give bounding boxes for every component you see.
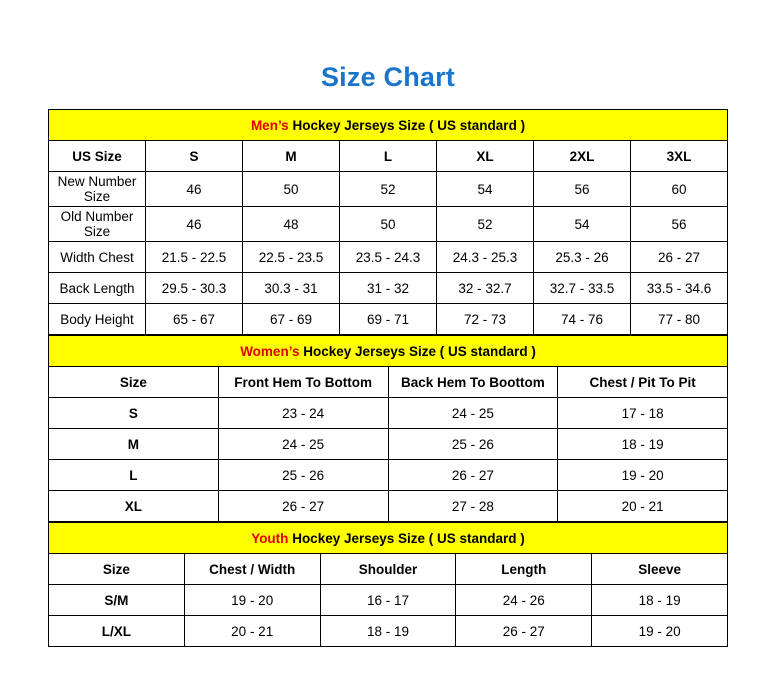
- section-header-womens-accent: Women’s: [240, 343, 300, 359]
- table-row: [49, 460, 728, 491]
- table-row: [49, 207, 728, 242]
- table-cell: 24 - 25: [218, 429, 388, 460]
- column-header: Sleeve: [592, 554, 728, 585]
- table-cell: 54: [534, 207, 631, 242]
- table-cell: 21.5 - 22.5: [146, 242, 243, 273]
- section-header-mens-rest: Hockey Jerseys Size ( US standard ): [288, 117, 526, 133]
- table-cell: 24 - 26: [456, 585, 592, 616]
- row-label: Old Number Size: [49, 207, 146, 242]
- table-cell: 74 - 76: [534, 304, 631, 335]
- column-header: L: [340, 141, 437, 172]
- table-cell: 23.5 - 24.3: [340, 242, 437, 273]
- table-cell: 26 - 27: [218, 491, 388, 522]
- table-cell: 25 - 26: [218, 460, 388, 491]
- table-cell: 56: [631, 207, 728, 242]
- table-cell: 54: [437, 172, 534, 207]
- row-label: L: [49, 460, 219, 491]
- column-header: Chest / Width: [184, 554, 320, 585]
- table-cell: 27 - 28: [388, 491, 558, 522]
- row-label: S/M: [49, 585, 185, 616]
- column-header: US Size: [49, 141, 146, 172]
- section-header-mens-cell: [49, 110, 728, 141]
- column-header: Size: [49, 367, 219, 398]
- section-header-youth: [49, 523, 728, 554]
- table-cell: 31 - 32: [340, 273, 437, 304]
- table-cell: 16 - 17: [320, 585, 456, 616]
- column-header: Length: [456, 554, 592, 585]
- page-title: Size Chart: [320, 62, 456, 92]
- table-cell: 18 - 19: [320, 616, 456, 647]
- section-header-mens-accent: Men’s: [250, 117, 289, 133]
- table-cell: 32 - 32.7: [437, 273, 534, 304]
- table-cell: 72 - 73: [437, 304, 534, 335]
- table-cell: 77 - 80: [631, 304, 728, 335]
- table-row: [49, 429, 728, 460]
- table-cell: 46: [146, 172, 243, 207]
- table-cell: 24.3 - 25.3: [437, 242, 534, 273]
- column-header: Shoulder: [320, 554, 456, 585]
- table-cell: 26 - 27: [456, 616, 592, 647]
- table-cell: 18 - 19: [592, 585, 728, 616]
- table-row: [49, 273, 728, 304]
- table-cell: 25 - 26: [388, 429, 558, 460]
- table-cell: 52: [437, 207, 534, 242]
- row-label: S: [49, 398, 219, 429]
- row-label: New Number Size: [49, 172, 146, 207]
- column-header: 2XL: [534, 141, 631, 172]
- table-cell: 46: [146, 207, 243, 242]
- table-row: [49, 585, 728, 616]
- table-cell: 67 - 69: [243, 304, 340, 335]
- table-cell: 56: [534, 172, 631, 207]
- youth-size-table: [48, 522, 728, 647]
- row-label: Body Height: [49, 304, 146, 335]
- table-row: [49, 616, 728, 647]
- table-header-row: [49, 141, 728, 172]
- column-header: Front Hem To Bottom: [218, 367, 388, 398]
- table-cell: 26 - 27: [631, 242, 728, 273]
- column-header: XL: [437, 141, 534, 172]
- row-label: Width Chest: [49, 242, 146, 273]
- column-header: Back Hem To Boottom: [388, 367, 558, 398]
- table-cell: 33.5 - 34.6: [631, 273, 728, 304]
- table-cell: 19 - 20: [592, 616, 728, 647]
- table-row: [49, 304, 728, 335]
- row-label: Back Length: [49, 273, 146, 304]
- section-header-womens: [49, 336, 728, 367]
- section-header-youth-cell: [49, 523, 728, 554]
- section-header-youth-accent: Youth: [251, 530, 289, 546]
- table-cell: 22.5 - 23.5: [243, 242, 340, 273]
- section-header-womens-rest: Hockey Jerseys Size ( US standard ): [299, 343, 536, 359]
- table-cell: 26 - 27: [388, 460, 558, 491]
- table-cell: 29.5 - 30.3: [146, 273, 243, 304]
- table-row: [49, 491, 728, 522]
- table-cell: 18 - 19: [558, 429, 728, 460]
- column-header: Size: [49, 554, 185, 585]
- section-header-mens: [49, 110, 728, 141]
- table-cell: 48: [243, 207, 340, 242]
- table-cell: 20 - 21: [184, 616, 320, 647]
- row-label: XL: [49, 491, 219, 522]
- table-cell: 30.3 - 31: [243, 273, 340, 304]
- table-cell: 25.3 - 26: [534, 242, 631, 273]
- section-header-youth-rest: Hockey Jerseys Size ( US standard ): [288, 530, 525, 546]
- section-header-womens-cell: [49, 336, 728, 367]
- table-cell: 50: [340, 207, 437, 242]
- column-header: S: [146, 141, 243, 172]
- table-row: [49, 398, 728, 429]
- table-cell: 60: [631, 172, 728, 207]
- table-row: [49, 242, 728, 273]
- table-cell: 19 - 20: [558, 460, 728, 491]
- table-cell: 69 - 71: [340, 304, 437, 335]
- table-cell: 20 - 21: [558, 491, 728, 522]
- table-cell: 24 - 25: [388, 398, 558, 429]
- table-cell: 19 - 20: [184, 585, 320, 616]
- womens-size-table: [48, 335, 728, 522]
- table-header-row: [49, 367, 728, 398]
- table-cell: 17 - 18: [558, 398, 728, 429]
- column-header: Chest / Pit To Pit: [558, 367, 728, 398]
- column-header: 3XL: [631, 141, 728, 172]
- table-cell: 23 - 24: [218, 398, 388, 429]
- table-header-row: [49, 554, 728, 585]
- table-cell: 50: [243, 172, 340, 207]
- column-header: M: [243, 141, 340, 172]
- row-label: L/XL: [49, 616, 185, 647]
- row-label: M: [49, 429, 219, 460]
- table-cell: 52: [340, 172, 437, 207]
- table-cell: 32.7 - 33.5: [534, 273, 631, 304]
- mens-size-table: [48, 109, 728, 335]
- table-row: [49, 172, 728, 207]
- size-chart-container: [48, 109, 728, 647]
- table-cell: 65 - 67: [146, 304, 243, 335]
